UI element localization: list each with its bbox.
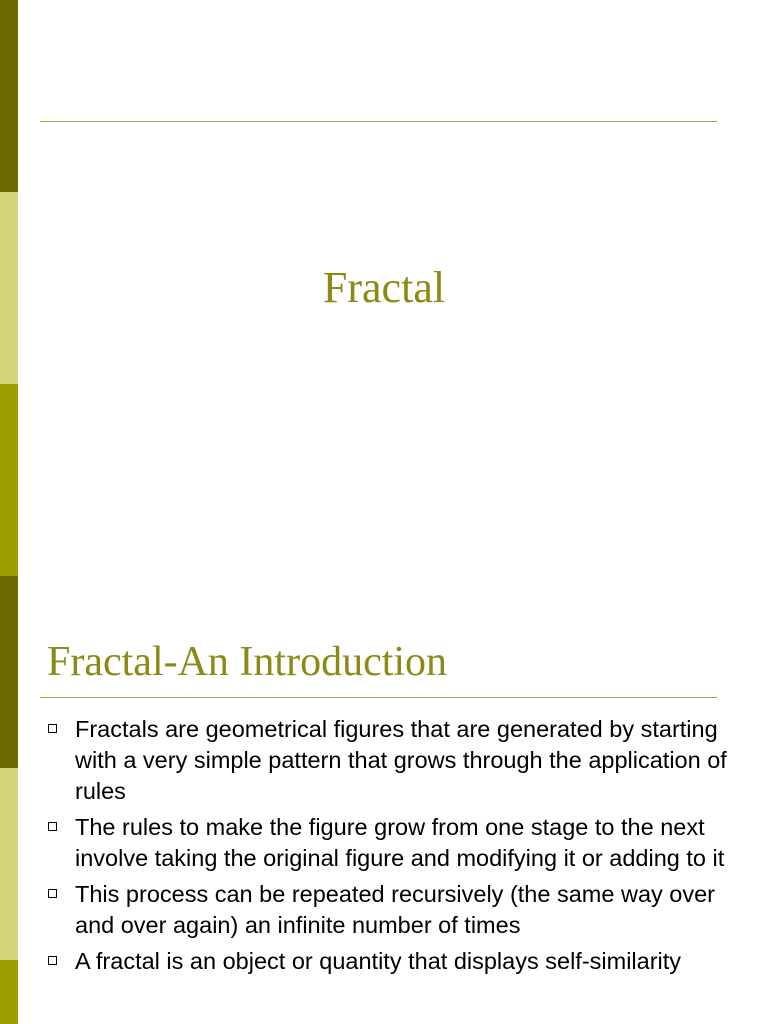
bullet-text: This process can be repeated recursively (the same way over and over again) an infinite number of times (75, 881, 716, 938)
title-divider (40, 697, 717, 698)
bullet-text: Fractals are geometrical figures that are generated by starting with a very simple pattern that grows through the application of rules (75, 716, 727, 804)
bullet-text: A fractal is an object or quantity that displays self-similarity (75, 948, 682, 974)
hollow-square-bullet-icon (48, 889, 57, 898)
sidebar-segment (0, 576, 18, 768)
bullet-text: The rules to make the figure grow from one stage to the next involve taking the original figure and modifying it or adding to it (75, 814, 725, 871)
bullet-list (48, 714, 738, 982)
list-item (48, 879, 738, 941)
list-item (48, 946, 738, 977)
slide-2-title: Fractal-An Introduction (47, 639, 448, 685)
title-divider (40, 121, 717, 122)
list-item (48, 714, 738, 807)
sidebar-segment (0, 384, 18, 576)
slide-1-title: Fractal (322, 263, 446, 312)
hollow-square-bullet-icon (48, 956, 57, 965)
hollow-square-bullet-icon (48, 724, 57, 733)
sidebar-segment (0, 960, 18, 1024)
slide-2-sidebar (0, 576, 18, 1024)
sidebar-segment (0, 768, 18, 960)
list-item (48, 812, 738, 874)
hollow-square-bullet-icon (48, 822, 57, 831)
sidebar-segment (0, 0, 18, 192)
